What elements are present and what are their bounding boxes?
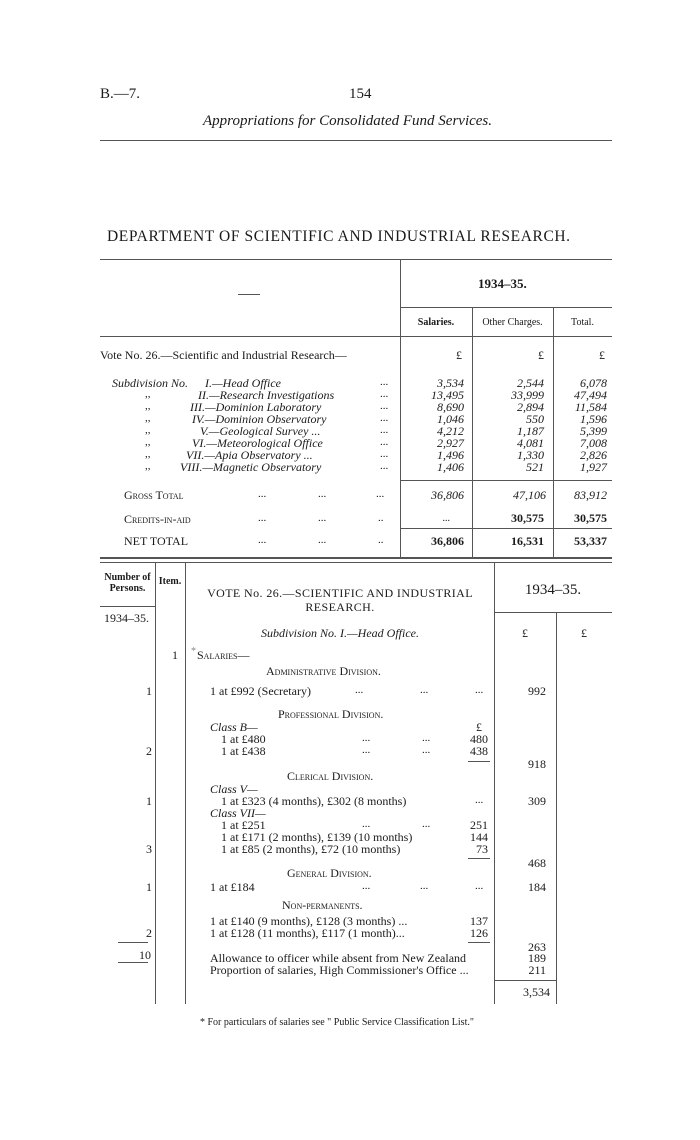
allowance-amount: 189 [528, 951, 546, 965]
summary-row-label: VI.—Meteorological Office [192, 436, 323, 450]
admin-dots-2: ... [420, 684, 429, 696]
summary-row-prefix: ,, [145, 448, 151, 460]
header-rule [100, 140, 612, 141]
col-persons: Number of Persons. [104, 572, 151, 594]
prof-row-2-dots-1: ... [362, 744, 371, 756]
detail-year-rule [494, 612, 612, 613]
net-dots-2: ... [318, 534, 327, 546]
prof-subtotal-rule [468, 761, 490, 762]
summary-row-other: 521 [526, 460, 544, 474]
class-vii-row-1-dots-1: ... [362, 818, 371, 830]
gross-rule [400, 480, 612, 481]
grand-total: 3,534 [523, 985, 550, 999]
class-v-dots: ... [475, 794, 484, 806]
class-vii-row-1-dots-2: ... [422, 818, 431, 830]
summary-bottom-rule [100, 557, 612, 559]
class-vii-row-3-sub: 73 [476, 842, 488, 856]
detail-top-rule [100, 562, 612, 563]
gross-dots-2: ... [318, 488, 327, 500]
prof-row-2-sub: 438 [470, 744, 488, 758]
general-amount: 184 [528, 880, 546, 894]
summary-row-other: 4,081 [517, 436, 544, 450]
nonperm-row-2-sub: 126 [470, 926, 488, 940]
summary-dash [238, 294, 260, 295]
page-number: 154 [349, 86, 372, 102]
general-division: General Division. [287, 866, 372, 880]
summary-row-other: 2,894 [517, 400, 544, 414]
prof-persons: 2 [146, 744, 152, 758]
summary-top-rule [100, 259, 612, 260]
detail-year-right: 1934–35. [524, 582, 582, 598]
prof-total: 918 [528, 757, 546, 771]
summary-row-other: 1,330 [517, 448, 544, 462]
persons-total-rule-top [118, 942, 148, 943]
general-dots-3: ... [475, 880, 484, 892]
nonperm-subtotal-rule [468, 942, 490, 943]
summary-row-dots: ... [380, 388, 389, 400]
summary-row-total: 5,399 [580, 424, 607, 438]
persons-header-rule [100, 606, 155, 607]
summary-row-total: 1,927 [580, 460, 607, 474]
clerical-division: Clerical Division. [287, 769, 374, 783]
credits-dots-1: ... [258, 512, 267, 524]
admin-dots-3: ... [475, 684, 484, 696]
summary-row-label: IV.—Dominion Observatory [192, 412, 327, 426]
detail-divider-right [556, 612, 557, 1004]
allowance-text: Allowance to officer while absent from New Zealand [210, 951, 467, 965]
currency-other: £ [538, 348, 544, 362]
class-v-text: 1 at £323 (4 months), £302 (8 months) [221, 794, 407, 808]
summary-row-salaries: 8,690 [437, 400, 464, 414]
summary-row-label: III.—Dominion Laboratory [190, 400, 322, 414]
class-v-persons: 1 [146, 794, 152, 808]
class-vii-row-1-sub: 251 [470, 818, 488, 832]
summary-row-prefix: ,, [145, 412, 151, 424]
gross-dots-1: ... [258, 488, 267, 500]
summary-row-label: VIII.—Magnetic Observatory [180, 460, 322, 474]
net-total: 53,337 [574, 534, 607, 548]
admin-row-text: 1 at £992 (Secretary) [210, 684, 311, 698]
admin-persons: 1 [146, 684, 152, 698]
currency-total: £ [599, 348, 605, 362]
class-vii-row-1-text: 1 at £251 [221, 818, 266, 832]
footnote-asterisk: * [191, 646, 196, 657]
gross-dots-3: ... [376, 488, 385, 500]
summary-row-label: I.—Head Office [205, 376, 281, 390]
summary-row-salaries: 4,212 [437, 424, 464, 438]
summary-year-rule [400, 307, 612, 308]
nonperm-row-1-text: 1 at £140 (9 months), £128 (3 months) ... [210, 914, 408, 928]
net-salaries: 36,806 [431, 534, 464, 548]
summary-row-prefix: Subdivision No. [112, 376, 189, 390]
summary-row-total: 7,008 [580, 436, 607, 450]
class-v: Class V— [210, 782, 258, 796]
general-row-text: 1 at £184 [210, 880, 255, 894]
running-title: Appropriations for Consolidated Fund Services. [203, 113, 493, 129]
summary-row-dots: ... [380, 376, 389, 388]
item-number: 1 [172, 648, 178, 662]
net-dots-3: .. [378, 534, 384, 546]
col-salaries: Salaries. [417, 317, 455, 328]
summary-row-label: VII.—Apia Observatory ... [186, 448, 313, 462]
prof-currency: £ [476, 720, 482, 734]
summary-row-total: 47,494 [574, 388, 607, 402]
prof-row-1-text: 1 at £480 [221, 732, 266, 746]
summary-row-prefix: ,, [145, 388, 151, 400]
summary-row-total: 11,584 [574, 400, 607, 414]
summary-row-other: 550 [526, 412, 544, 426]
page-reference: B.—7. [100, 86, 141, 102]
prof-row-1-dots-1: ... [362, 732, 371, 744]
col-total: Total. [571, 317, 594, 328]
summary-row-total: 6,078 [580, 376, 607, 390]
footnote: * For particulars of salaries see " Public Service Classification List." [200, 1017, 474, 1028]
summary-row-label: II.—Research Investigations [198, 388, 335, 402]
gross-total-label: Gross Total [124, 488, 184, 502]
summary-header-rule [100, 336, 612, 337]
class-vii-total: 468 [528, 856, 546, 870]
class-vii: Class VII— [210, 806, 266, 820]
summary-row-salaries: 2,927 [437, 436, 464, 450]
class-vii-row-2-sub: 144 [470, 830, 488, 844]
summary-row-dots: ... [380, 424, 389, 436]
net-total-label: NET TOTAL [124, 534, 189, 548]
detail-divider-persons [155, 562, 156, 1004]
general-persons: 1 [146, 880, 152, 894]
general-dots-2: ... [420, 880, 429, 892]
summary-row-salaries: 3,534 [437, 376, 464, 390]
net-rule [400, 528, 612, 529]
net-other: 16,531 [511, 534, 544, 548]
summary-row-total: 1,596 [580, 412, 607, 426]
col-item: Item. [158, 576, 182, 587]
credits-label: Credits-in-aid [124, 512, 191, 526]
class-vii-subtotal-rule [468, 858, 490, 859]
detail-title-line2: RESEARCH. [305, 600, 375, 614]
summary-row-dots: ... [380, 460, 389, 472]
currency-salaries: £ [456, 348, 462, 362]
summary-row-label: V.—Geological Survey ... [200, 424, 321, 438]
summary-row-salaries: 1,406 [437, 460, 464, 474]
class-vii-row-3-text: 1 at £85 (2 months), £72 (10 months) [221, 842, 401, 856]
detail-currency-2: £ [581, 626, 587, 640]
credits-dots-2: ... [318, 512, 327, 524]
summary-row-prefix: ,, [145, 424, 151, 436]
prof-division: Professional Division. [278, 707, 384, 721]
gross-salaries: 36,806 [431, 488, 464, 502]
summary-row-prefix: ,, [145, 436, 151, 448]
prof-row-1-dots-2: ... [422, 732, 431, 744]
admin-division: Administrative Division. [266, 664, 381, 678]
summary-row-other: 1,187 [517, 424, 544, 438]
summary-row-salaries: 1,046 [437, 412, 464, 426]
summary-row-prefix: ,, [145, 400, 151, 412]
summary-row-dots: ... [380, 400, 389, 412]
proportion-amount: 211 [528, 963, 546, 977]
summary-row-dots: ... [380, 412, 389, 424]
summary-row-total: 2,826 [580, 448, 607, 462]
class-v-amount: 309 [528, 794, 546, 808]
summary-row-salaries: 1,496 [437, 448, 464, 462]
prof-row-2-text: 1 at £438 [221, 744, 266, 758]
salaries-heading: Salaries— [197, 648, 250, 662]
class-vii-persons: 3 [146, 842, 152, 856]
summary-row-salaries: 13,495 [431, 388, 464, 402]
credits-total: 30,575 [574, 511, 607, 525]
total-persons: 10 [139, 948, 151, 962]
credits-salaries: ... [442, 513, 450, 524]
summary-row-prefix: ,, [145, 460, 151, 472]
summary-row-other: 2,544 [517, 376, 544, 390]
prof-row-1-sub: 480 [470, 732, 488, 746]
general-dots-1: ... [362, 880, 371, 892]
summary-row-dots: ... [380, 448, 389, 460]
prof-class: Class B— [210, 720, 258, 734]
proportion-text: Proportion of salaries, High Commissioner's Office ... [210, 963, 469, 977]
col-other-charges: Other Charges. [482, 317, 543, 328]
admin-dots-1: ... [355, 684, 364, 696]
net-dots-1: ... [258, 534, 267, 546]
detail-title-line1: VOTE No. 26.—SCIENTIFIC AND INDUSTRIAL [207, 586, 473, 600]
credits-other: 30,575 [511, 511, 544, 525]
summary-year: 1934–35. [478, 276, 527, 291]
nonperm-row-2-text: 1 at £128 (11 months), £117 (1 month)... [210, 926, 405, 940]
summary-row-other: 33,999 [511, 388, 544, 402]
grand-total-rule [494, 980, 556, 981]
vote-label: Vote No. 26.—Scientific and Industrial Research— [100, 348, 347, 362]
gross-other: 47,106 [513, 488, 546, 502]
persons-total-rule-bottom [118, 962, 148, 963]
gross-total: 83,912 [574, 488, 607, 502]
detail-subdivision: Subdivision No. I.—Head Office. [261, 626, 419, 640]
credits-dots-3: .. [378, 512, 384, 524]
summary-row-dots: ... [380, 436, 389, 448]
prof-row-2-dots-2: ... [422, 744, 431, 756]
nonperm-division: Non-permanents. [282, 898, 363, 912]
nonperm-persons: 2 [146, 926, 152, 940]
class-vii-row-2-text: 1 at £171 (2 months), £139 (10 months) [221, 830, 413, 844]
detail-year-left: 1934–35. [104, 611, 149, 625]
admin-amount: 992 [528, 684, 546, 698]
detail-currency-1: £ [522, 626, 528, 640]
nonperm-total: 263 [528, 940, 546, 954]
department-title: DEPARTMENT OF SCIENTIFIC AND INDUSTRIAL RESEARCH. [107, 228, 571, 245]
nonperm-row-1-sub: 137 [470, 914, 488, 928]
